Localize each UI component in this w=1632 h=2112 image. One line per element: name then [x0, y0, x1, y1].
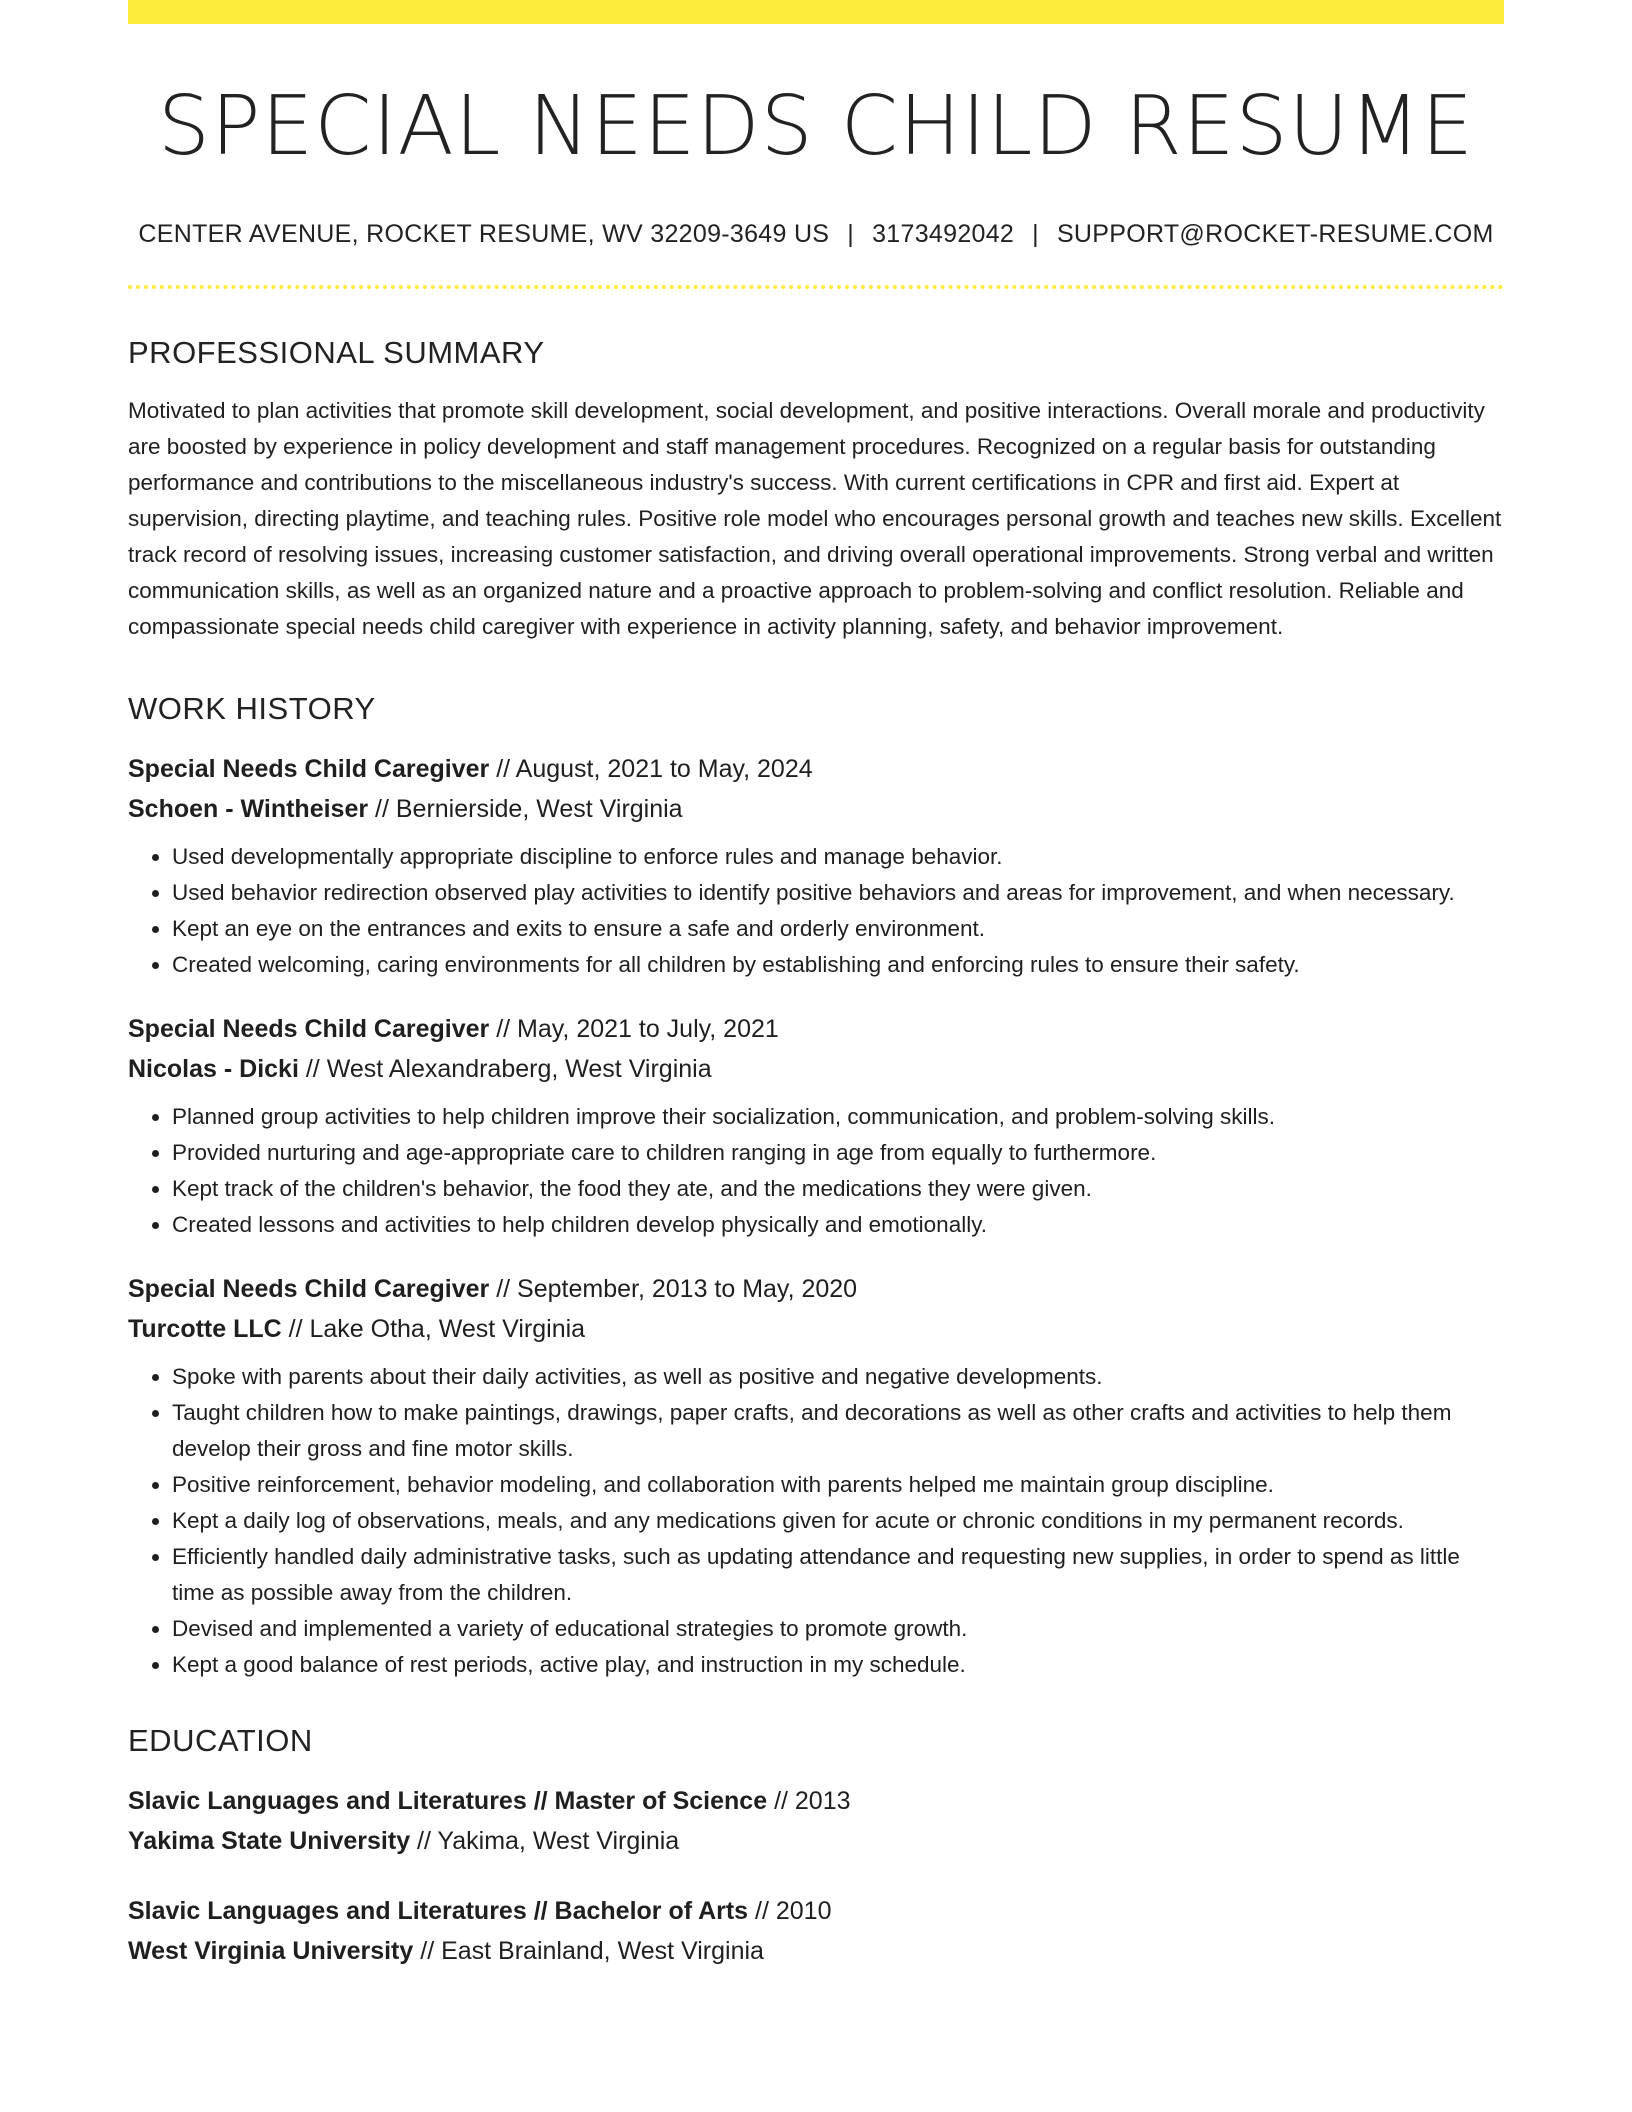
- education-school: Yakima State University: [128, 1827, 411, 1856]
- summary-heading: PROFESSIONAL SUMMARY: [128, 335, 545, 371]
- job-company-line: [128, 1049, 1504, 1089]
- job-role: Special Needs Child Caregiver: [128, 1275, 490, 1304]
- education-degree-line: [128, 1781, 1504, 1821]
- job-bullet: • Efficiently handled daily administrative tasks, such as updating attendance and requesting new supplies, in order to spend as little time as possible away from the children.: [172, 1539, 1504, 1611]
- job-bullet: • Spoke with parents about their daily activities, as well as positive and negative developments.: [172, 1359, 1504, 1395]
- job-location: // Bernierside, West Virginia: [368, 795, 683, 824]
- contact-line: [128, 220, 1504, 249]
- education-degree-line: [128, 1891, 1504, 1931]
- job-bullet: • Used behavior redirection observed play activities to identify positive behaviors and areas for improvement, and when necessary.: [172, 875, 1504, 911]
- education-school-line: [128, 1931, 1504, 1971]
- job-location: // Lake Otha, West Virginia: [281, 1315, 586, 1344]
- education-degree: Slavic Languages and Literatures // Master of Science: [128, 1787, 768, 1816]
- job-dates: // August, 2021 to May, 2024: [489, 755, 813, 784]
- job-title-line: [128, 749, 1504, 789]
- dotted-divider: [128, 285, 1504, 289]
- work-history-list: [128, 749, 1504, 1683]
- job-company-line: [128, 789, 1504, 829]
- job-entry: [128, 1009, 1504, 1243]
- education-entry: [128, 1781, 1504, 1861]
- contact-phone: 3173492042: [872, 220, 1015, 249]
- job-bullet: • Used developmentally appropriate discipline to enforce rules and manage behavior.: [172, 839, 1504, 875]
- education-school: West Virginia University: [128, 1937, 414, 1966]
- job-bullet: • Created welcoming, caring environments for all children by establishing and enforcing rules to ensure their safety.: [172, 947, 1504, 983]
- contact-address: CENTER AVENUE, ROCKET RESUME, WV 32209-3649 US: [138, 220, 830, 249]
- job-bullet: • Kept an eye on the entrances and exits to ensure a safe and orderly environment.: [172, 911, 1504, 947]
- education-list: [128, 1781, 1504, 1971]
- job-bullets: [128, 1359, 1504, 1683]
- job-role: Special Needs Child Caregiver: [128, 755, 490, 784]
- job-title-line: [128, 1269, 1504, 1309]
- job-title-line: [128, 1009, 1504, 1049]
- job-bullet: • Taught children how to make paintings, drawings, paper crafts, and decorations as well as other crafts and activities to help them develop their gross and fine motor skills.: [172, 1395, 1504, 1467]
- job-bullet: • Kept a daily log of observations, meals, and any medications given for acute or chronic conditions in my permanent records.: [172, 1503, 1504, 1539]
- job-dates: // September, 2013 to May, 2020: [489, 1275, 858, 1304]
- education-location: // Yakima, West Virginia: [410, 1827, 680, 1856]
- job-bullet: • Created lessons and activities to help children develop physically and emotionally.: [172, 1207, 1504, 1243]
- resume-page: [128, 0, 1504, 2001]
- education-school-line: [128, 1821, 1504, 1861]
- contact-separator: |: [847, 220, 855, 249]
- job-role: Special Needs Child Caregiver: [128, 1015, 490, 1044]
- contact-email: SUPPORT@ROCKET-RESUME.COM: [1056, 220, 1494, 249]
- job-company: Schoen - Wintheiser: [128, 795, 369, 824]
- education-entry: [128, 1891, 1504, 1971]
- education-location: // East Brainland, West Virginia: [413, 1937, 764, 1966]
- job-company: Turcotte LLC: [128, 1315, 282, 1344]
- job-bullet: • Kept a good balance of rest periods, active play, and instruction in my schedule.: [172, 1647, 1504, 1683]
- job-bullet: • Devised and implemented a variety of educational strategies to promote growth.: [172, 1611, 1504, 1647]
- job-location: // West Alexandraberg, West Virginia: [298, 1055, 712, 1084]
- top-accent-bar: [128, 0, 1504, 24]
- resume-title: SPECIAL NEEDS CHILD RESUME: [157, 79, 1475, 174]
- education-degree: Slavic Languages and Literatures // Bachelor of Arts: [128, 1897, 749, 1926]
- job-bullet: • Provided nurturing and age-appropriate care to children ranging in age from equally to furthermore.: [172, 1135, 1504, 1171]
- job-company: Nicolas - Dicki: [128, 1055, 299, 1084]
- contact-separator: |: [1032, 220, 1039, 249]
- job-bullets: [128, 839, 1504, 983]
- education-heading: EDUCATION: [128, 1723, 313, 1759]
- education-year: // 2013: [767, 1787, 851, 1816]
- job-dates: // May, 2021 to July, 2021: [489, 1015, 779, 1044]
- job-bullet: • Planned group activities to help children improve their socialization, communication, and problem-solving skills.: [172, 1099, 1504, 1135]
- summary-text: Motivated to plan activities that promote skill development, social development, and positive interactions. Overall morale and productivity are boosted by experience in policy development and staff management procedures. Recognized on a regular basis for outstanding performance and contributions to the miscellaneous industry's success. With current certifications in CPR and first aid. Expert at supervision, directing playtime, and teaching rules. Positive role model who encourages personal growth and teaches new skills. Excellent track record of resolving issues, increasing customer satisfaction, and driving overall operational improvements. Strong verbal and written communication skills, as well as an organized nature and a proactive approach to problem-solving and conflict resolution. Reliable and compassionate special needs child caregiver with experience in activity planning, safety, and behavior improvement.: [128, 398, 1502, 640]
- job-bullet: • Kept track of the children's behavior, the food they ate, and the medications they were given.: [172, 1171, 1504, 1207]
- job-bullets: [128, 1099, 1504, 1243]
- job-entry: [128, 749, 1504, 983]
- job-entry: [128, 1269, 1504, 1683]
- job-bullet: • Positive reinforcement, behavior modeling, and collaboration with parents helped me maintain group discipline.: [172, 1467, 1504, 1503]
- job-company-line: [128, 1309, 1504, 1349]
- work-history-heading: WORK HISTORY: [128, 691, 376, 727]
- education-year: // 2010: [748, 1897, 832, 1926]
